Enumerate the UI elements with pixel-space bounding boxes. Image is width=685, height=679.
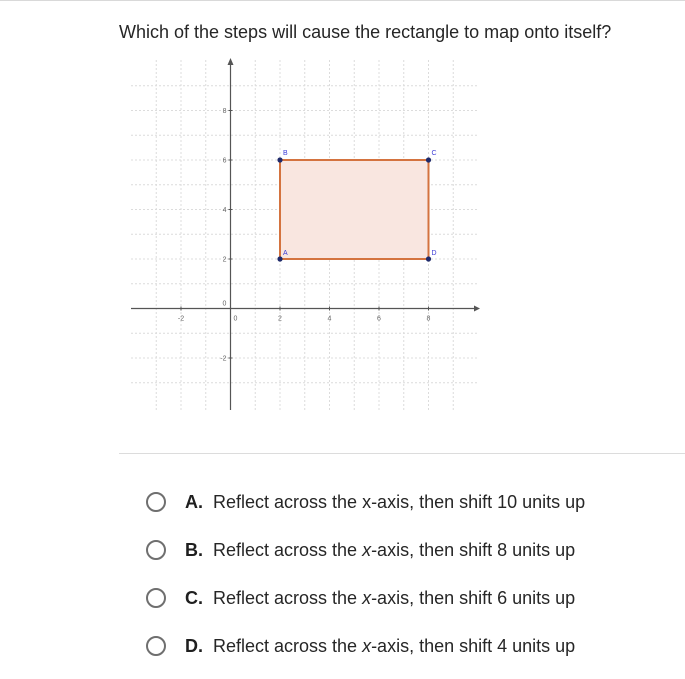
choice-b-letter: B. (185, 539, 203, 560)
choice-a-text: Reflect across the x-axis, then shift 10 units up (213, 491, 586, 512)
choice-a-letter: A. (185, 491, 203, 512)
question-separator (119, 453, 685, 454)
vertex-label-b: B (283, 150, 288, 157)
x-tick-label: 8 (426, 315, 431, 323)
y-tick-label: 8 (222, 108, 227, 115)
y-tick-label: 4 (222, 207, 227, 214)
vertex-label-d: D (431, 250, 437, 257)
x-tick-label: 0 (233, 315, 238, 323)
vertex-label-c: C (431, 150, 437, 157)
x-tick-label: 2 (278, 315, 282, 323)
question-text: Which of the steps will cause the rectangle to map onto itself? (119, 22, 612, 42)
x-tick-label: 6 (377, 315, 381, 323)
choice-d[interactable] (146, 622, 666, 670)
choice-d-text: Reflect across the x-axis, then shift 4 units up (213, 635, 576, 656)
choice-b-text: Reflect across the x-axis, then shift 8 units up (213, 539, 576, 560)
choice-c-text: Reflect across the x-axis, then shift 6 units up (213, 587, 576, 608)
radio-d[interactable] (146, 636, 166, 656)
choice-a[interactable] (146, 478, 666, 526)
choice-c-letter: C. (185, 587, 203, 608)
y-tick-label: -2 (220, 355, 227, 363)
choice-c[interactable] (146, 574, 666, 622)
vertex-d (426, 256, 431, 261)
x-tick-label: -2 (177, 315, 185, 323)
y-axis-arrow (228, 58, 234, 65)
y-tick-label: 6 (222, 157, 227, 165)
y-tick-label: 2 (222, 256, 227, 264)
vertex-label-a: A (283, 250, 288, 257)
rectangle-abcd (280, 160, 429, 259)
radio-a[interactable] (146, 492, 166, 512)
choice-b[interactable] (146, 526, 666, 574)
vertex-a (277, 256, 282, 261)
x-axis-arrow (474, 306, 480, 312)
choice-d-letter: D. (185, 635, 203, 656)
top-divider (0, 0, 685, 6)
x-tick-label: 4 (327, 315, 332, 323)
y-tick-label: 0 (222, 300, 227, 308)
vertex-b (277, 157, 282, 162)
radio-b[interactable] (146, 540, 166, 560)
coordinate-graph (129, 58, 481, 414)
answer-choices (146, 478, 666, 670)
radio-c[interactable] (146, 588, 166, 608)
vertex-c (426, 157, 431, 162)
